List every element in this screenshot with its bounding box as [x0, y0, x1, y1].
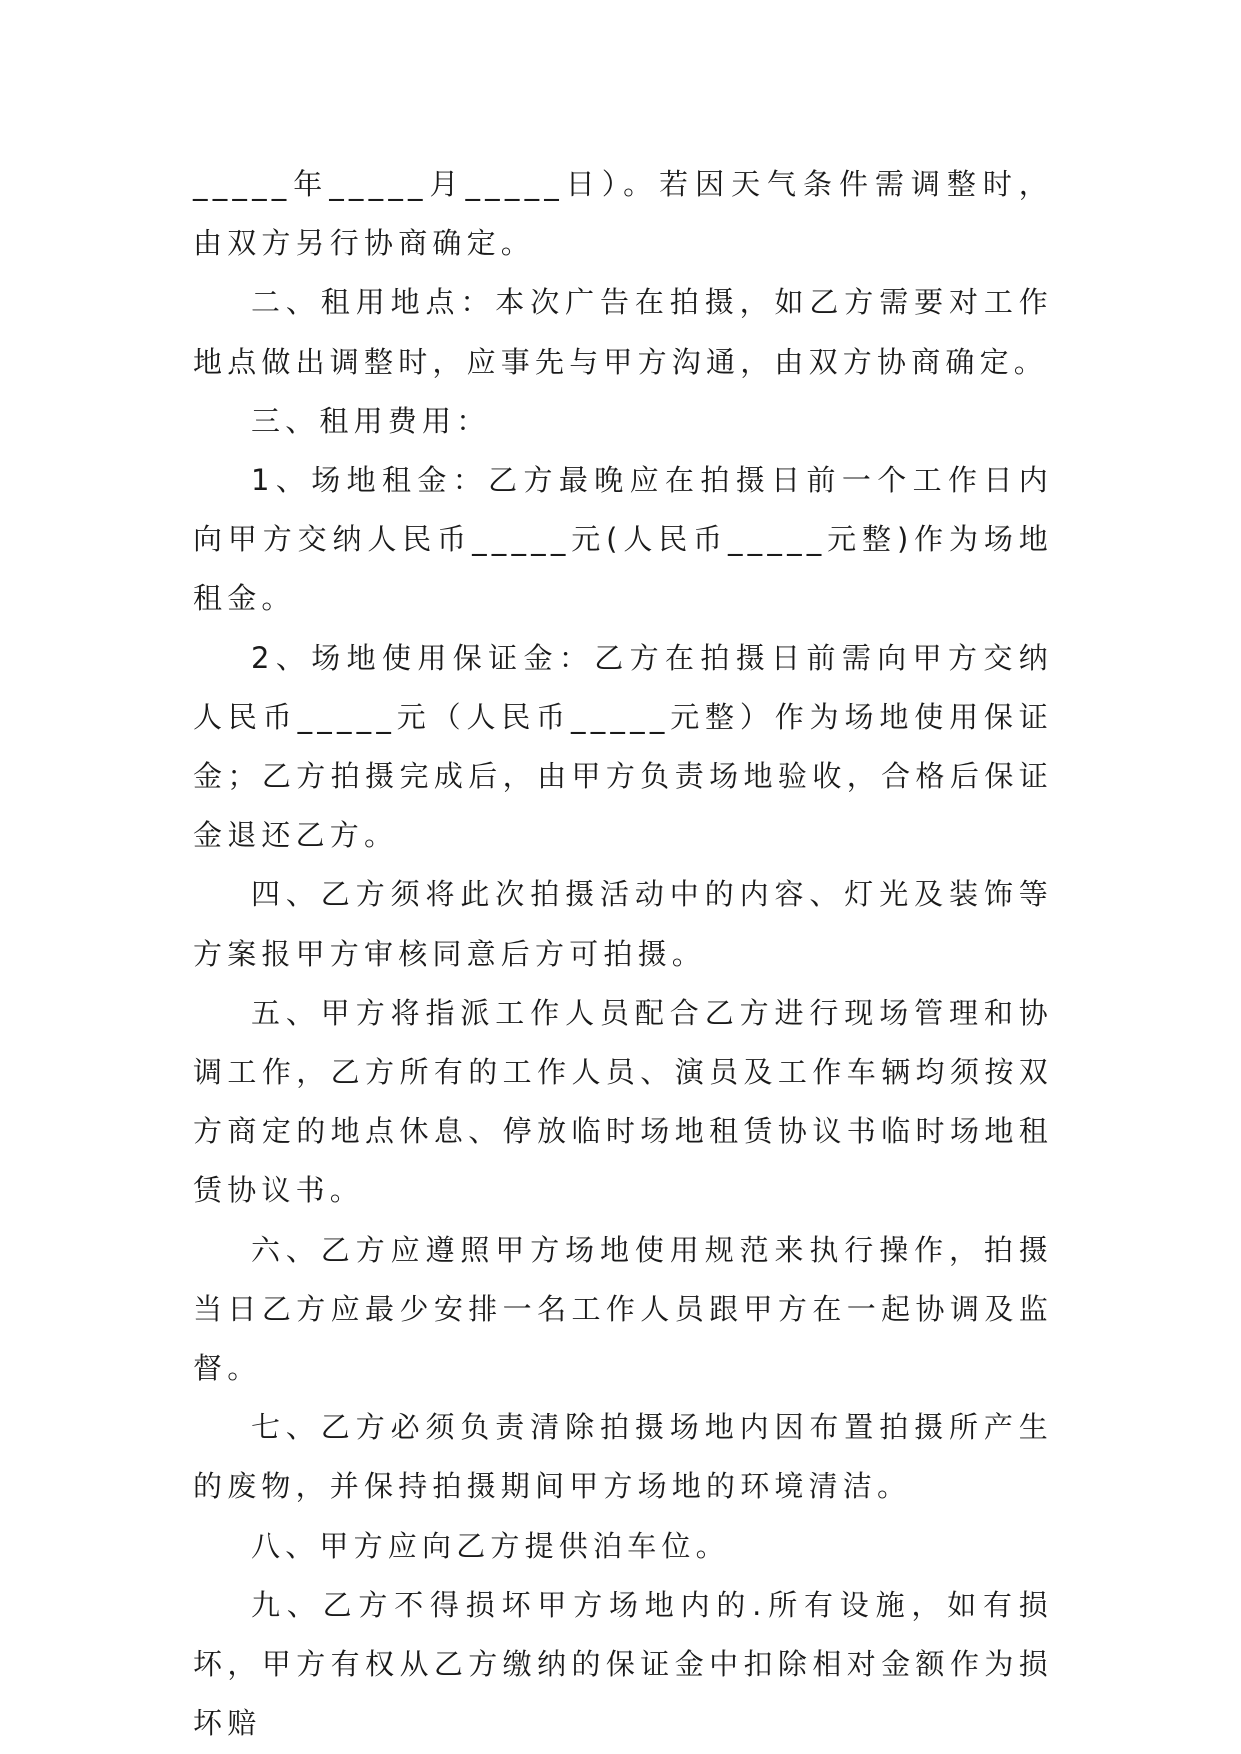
paragraph-clause-4: 四、乙方须将此次拍摄活动中的内容、灯光及装饰等方案报甲方审核同意后方可拍摄。: [193, 877, 1053, 971]
paragraph-clause-7: 七、乙方必须负责清除拍摄场地内因布置拍摄所产生的废物，并保持拍摄期间甲方场地的环境清洁。: [193, 1410, 1053, 1504]
paragraph-clause-8: 八、甲方应向乙方提供泊车位。: [251, 1528, 730, 1563]
document-body: [193, 155, 1053, 1753]
paragraph-date-line: _____年_____月_____日）。若因天气条件需调整时，由双方另行协商确定。: [193, 167, 1053, 261]
paragraph-clause-3-2: 2、场地使用保证金：乙方在拍摄日前需向甲方交纳人民币_____元（人民币_____元整）作为场地使用保证金；乙方拍摄完成后，由甲方负责场地验收，合格后保证金退还乙方。: [193, 640, 1053, 853]
paragraph-clause-5: 五、甲方将指派工作人员配合乙方进行现场管理和协调工作，乙方所有的工作人员、演员及工作车辆均须按双方商定的地点休息、停放临时场地租赁协议书临时场地租赁协议书。: [193, 995, 1053, 1208]
paragraph-clause-9: 九、乙方不得损坏甲方场地内的.所有设施，如有损坏，甲方有权从乙方缴纳的保证金中扣除相对金额作为损坏赔: [193, 1587, 1053, 1741]
paragraph-clause-6: 六、乙方应遵照甲方场地使用规范来执行操作，拍摄当日乙方应最少安排一名工作人员跟甲方在一起协调及监督。: [193, 1232, 1053, 1386]
paragraph-clause-2: 二、租用地点：本次广告在拍摄，如乙方需要对工作地点做出调整时，应事先与甲方沟通，由双方协商确定。: [193, 285, 1053, 379]
paragraph-clause-3: 三、租用费用：: [251, 403, 491, 438]
paragraph-clause-3-1: 1、场地租金：乙方最晚应在拍摄日前一个工作日内向甲方交纳人民币_____元(人民币_____元整)作为场地租金。: [193, 463, 1053, 616]
